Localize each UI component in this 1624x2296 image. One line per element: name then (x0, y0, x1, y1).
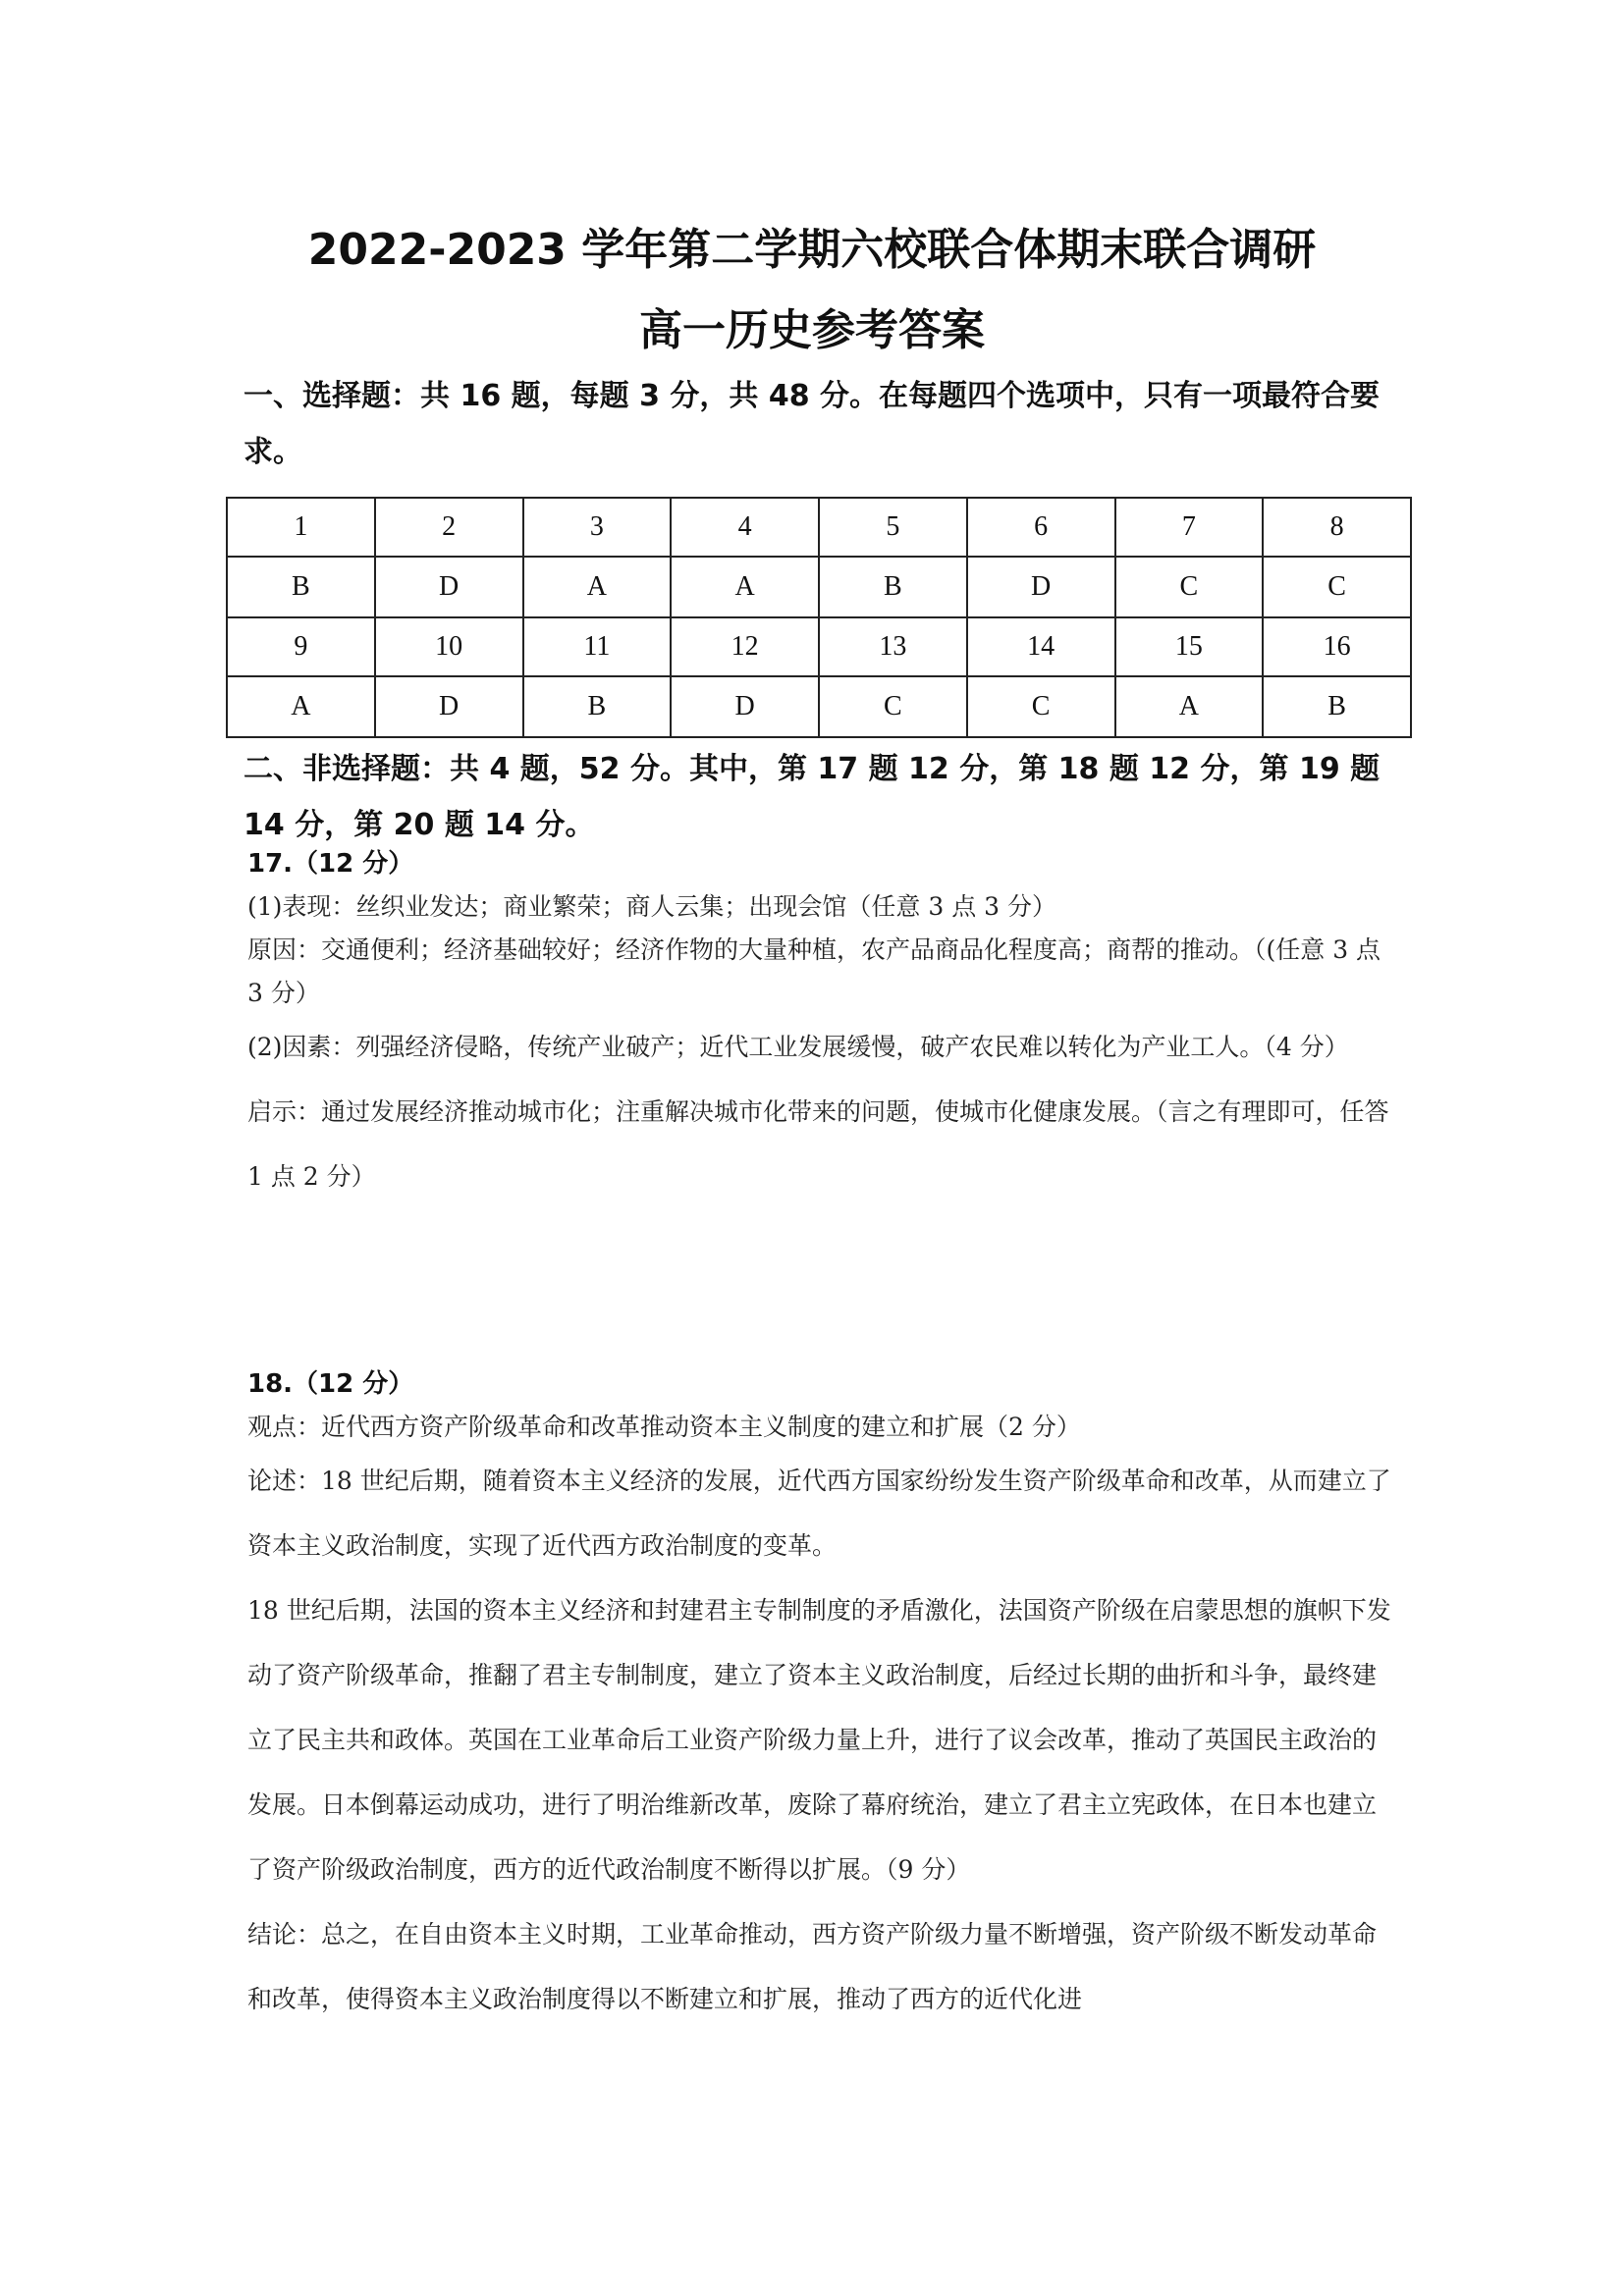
answer-letter: B (1263, 676, 1411, 737)
answer-letter: A (671, 557, 819, 617)
question-number: 13 (819, 617, 967, 676)
q17-paragraph: (2)因素：列强经济侵略，传统产业破产；近代工业发展缓慢，破产农民难以转化为产业工人。（4 分） (247, 1033, 1349, 1061)
document-subtitle: 高一历史参考答案 (639, 305, 985, 355)
q17-paragraph: 原因：交通便利；经济基础较好；经济作物的大量种植，农产品商品化程度高；商帮的推动。（(任意 3 点 3 分） (247, 935, 1381, 1007)
question-number: 3 (523, 498, 672, 557)
answer-letter: D (967, 557, 1115, 617)
question-number: 9 (227, 617, 375, 676)
question-number: 1 (227, 498, 375, 557)
question-number: 15 (1115, 617, 1264, 676)
answer-letter: B (523, 676, 672, 737)
q17-paragraph: 启示：通过发展经济推动城市化；注重解决城市化带来的问题，使城市化健康发展。（言之有理即可，任答 1 点 2 分） (247, 1097, 1389, 1191)
table-row-numbers-1 (227, 498, 1411, 557)
q18-paragraph: 观点：近代西方资产阶级革命和改革推动资本主义制度的建立和扩展（2 分） (247, 1413, 1081, 1441)
question-number: 7 (1115, 498, 1264, 557)
question-number: 8 (1263, 498, 1411, 557)
answer-letter: D (671, 676, 819, 737)
answer-letter: A (1115, 676, 1264, 737)
section-2-heading: 二、非选择题：共 4 题，52 分。其中，第 17 题 12 分，第 18 题 12 分，第 19 题 14 分，第 20 题 14 分。 (244, 752, 1380, 842)
question-17-answer (247, 842, 1396, 1209)
question-number: 14 (967, 617, 1115, 676)
question-number: 16 (1263, 617, 1411, 676)
answer-letter: D (375, 676, 523, 737)
question-18-answer (247, 1362, 1396, 2032)
section-1-heading: 一、选择题：共 16 题，每题 3 分，共 48 分。在每题四个选项中，只有一项最符合要求。 (244, 379, 1380, 469)
answer-table (226, 497, 1412, 738)
answer-letter: C (819, 676, 967, 737)
answer-letter: A (227, 676, 375, 737)
table-row-answers-2 (227, 676, 1411, 737)
answer-letter: B (227, 557, 375, 617)
q18-paragraph: 论述：18 世纪后期，随着资本主义经济的发展，近代西方国家纷纷发生资产阶级革命和改革，从而建立了资本主义政治制度，实现了近代西方政治制度的变革。 (247, 1467, 1391, 1560)
question-number: 10 (375, 617, 523, 676)
question-number: 11 (523, 617, 672, 676)
answer-letter: C (1115, 557, 1264, 617)
q18-paragraph: 18 世纪后期，法国的资本主义经济和封建君主专制制度的矛盾激化，法国资产阶级在启蒙思想的旗帜下发动了资产阶级革命，推翻了君主专制制度，建立了资本主义政治制度，后经过长期的曲折和斗争，最终建立了民主共和政体。英国在工业革命后工业资产阶级力量上升，进行了议会改革，推动了英国民主政治的发展。日本倒幕运动成功，进行了明治维新改革，废除了幕府统治，建立了君主立宪政体，在日本也建立了资产阶级政治制度，西方的近代政治制度不断得以扩展。（9 分） (247, 1596, 1391, 1884)
answer-letter: B (819, 557, 967, 617)
table-row-answers-1 (227, 557, 1411, 617)
question-17-heading: 17.（12 分） (247, 849, 414, 879)
q18-paragraph: 结论：总之，在自由资本主义时期，工业革命推动，西方资产阶级力量不断增强，资产阶级不断发动革命和改革，使得资本主义政治制度得以不断建立和扩展，推动了西方的近代化进 (247, 1920, 1378, 2013)
question-number: 12 (671, 617, 819, 676)
question-number: 6 (967, 498, 1115, 557)
question-number: 5 (819, 498, 967, 557)
document-title: 2022-2023 学年第二学期六校联合体期末联合调研 (307, 225, 1317, 275)
question-18-heading: 18.（12 分） (247, 1369, 414, 1399)
answer-letter: A (523, 557, 672, 617)
table-row-numbers-2 (227, 617, 1411, 676)
answer-letter: C (967, 676, 1115, 737)
answer-letter: D (375, 557, 523, 617)
q17-paragraph: (1)表现：丝织业发达；商业繁荣；商人云集；出现会馆（任意 3 点 3 分） (247, 892, 1057, 921)
answer-letter: C (1263, 557, 1411, 617)
question-number: 2 (375, 498, 523, 557)
question-number: 4 (671, 498, 819, 557)
